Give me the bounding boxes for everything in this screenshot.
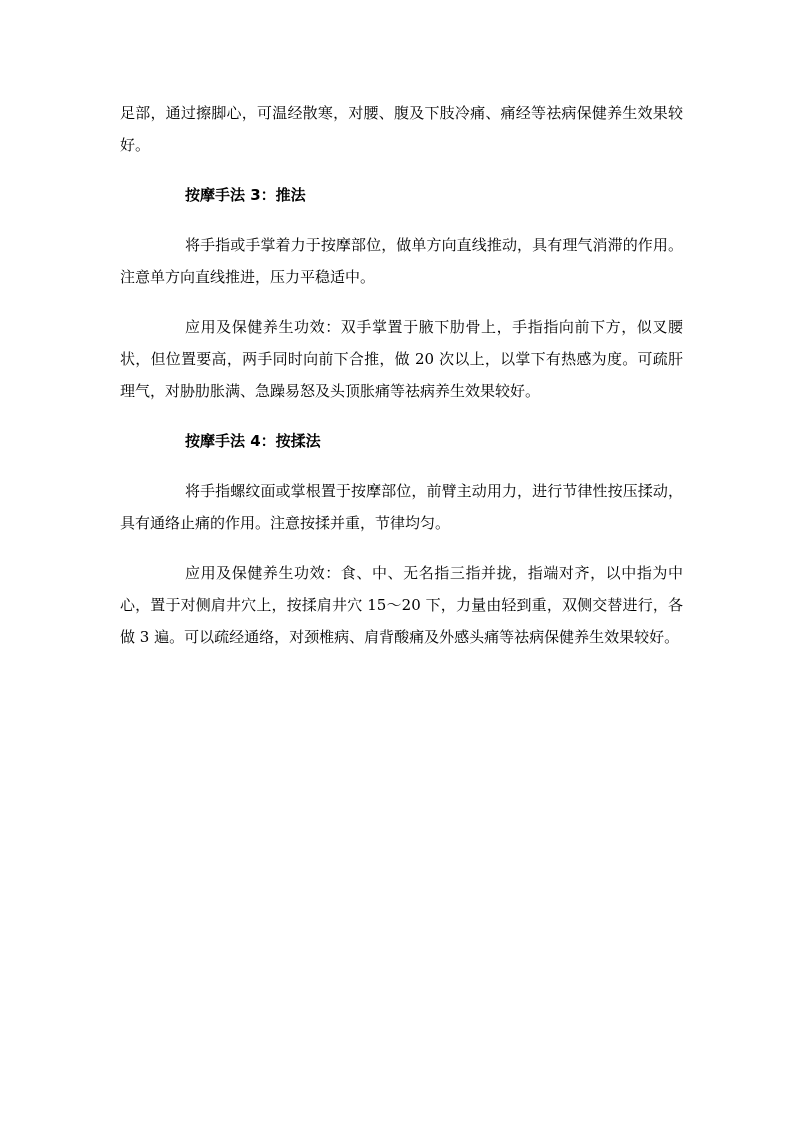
paragraph-press-knead-desc: 将手指螺纹面或掌根置于按摩部位，前臂主动用力，进行节律性按压揉动，具有通络止痛的作用。注意按揉并重，节律均匀。 (120, 482, 683, 532)
paragraph-press-knead-benefits: 应用及保健养生功效：食、中、无名指三指并拢，指端对齐，以中指为中心，置于对侧肩井穴上，按揉肩井穴 15～20 下，力量由轻到重，双侧交替进行，各做 3 遍。可以疏经通络，对颈椎病、肩背酸痛及外感头痛等祛病保健养生效果较好。 (120, 564, 683, 646)
heading-push-method: 按摩手法 3：推法 (185, 186, 306, 204)
paragraph-foot-massage: 足部，通过擦脚心，可温经散寒，对腰、腹及下肢冷痛、痛经等祛病保健养生效果较好。 (120, 104, 683, 154)
paragraph-push-method-desc: 将手指或手掌着力于按摩部位，做单方向直线推动，具有理气消滞的作用。注意单方向直线推进，压力平稳适中。 (120, 236, 683, 286)
document-page (120, 97, 683, 671)
heading-press-knead-method: 按摩手法 4：按揉法 (185, 432, 321, 450)
paragraph-push-method-benefits: 应用及保健养生功效：双手掌置于腋下肋骨上，手指指向前下方，似叉腰状，但位置要高，两手同时向前下合推，做 20 次以上，以掌下有热感为度。可疏肝理气，对胁肋胀满、急躁易怒及头顶胀痛等祛病养生效果较好。 (120, 318, 683, 400)
